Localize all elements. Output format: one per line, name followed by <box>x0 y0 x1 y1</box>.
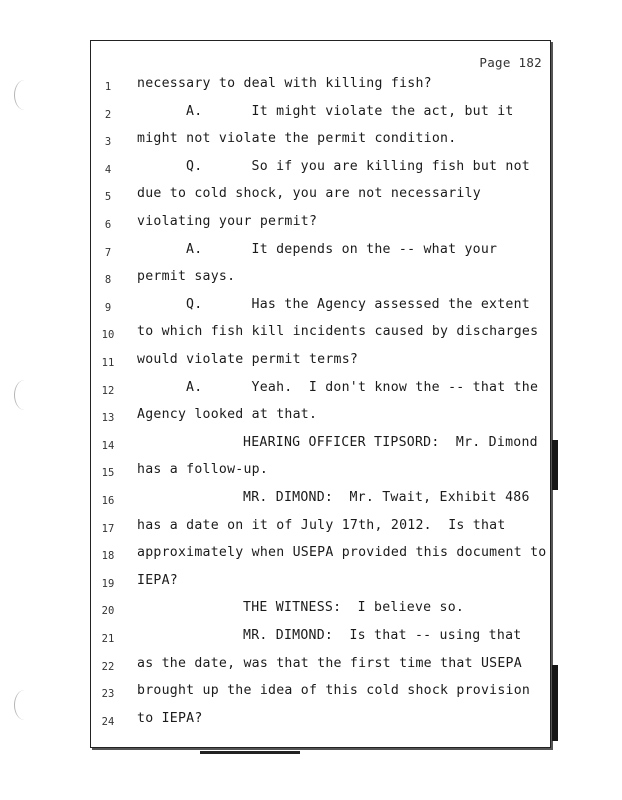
line-number: 5 <box>104 191 112 204</box>
transcript-page <box>90 40 551 748</box>
line-text: as the date, was that the first time that USEPA <box>137 655 522 671</box>
line-text: has a date on it of July 17th, 2012. Is that <box>137 517 506 533</box>
transcript-line <box>91 131 550 159</box>
line-text: MR. DIMOND: Mr. Twait, Exhibit 486 <box>243 490 530 505</box>
line-number: 8 <box>104 274 112 287</box>
line-number: 12 <box>101 384 115 397</box>
line-text: Q. So if you are killing fish but not <box>186 158 530 174</box>
transcript-line <box>91 380 550 408</box>
line-number: 15 <box>101 467 115 480</box>
line-number: 21 <box>101 633 115 645</box>
line-text: permit says. <box>137 269 236 285</box>
transcript-line <box>91 407 550 435</box>
margin-change-bar-lower <box>552 665 558 741</box>
transcript-line <box>91 159 550 187</box>
line-text: to which fish kill incidents caused by discharges <box>137 324 539 340</box>
line-number: 19 <box>101 577 115 590</box>
transcript-line <box>91 435 550 463</box>
line-number: 16 <box>101 495 115 507</box>
line-text: necessary to deal with killing fish? <box>137 76 432 91</box>
line-number: 11 <box>101 357 115 369</box>
binder-hole-mark-top <box>14 80 35 110</box>
line-number: 4 <box>104 163 112 176</box>
line-text: brought up the idea of this cold shock provision <box>137 683 531 699</box>
line-number: 2 <box>104 108 112 121</box>
line-number: 9 <box>104 301 112 314</box>
margin-change-bar-upper <box>552 440 558 490</box>
transcript-line <box>91 297 550 325</box>
transcript-line <box>91 214 550 242</box>
line-text: due to cold shock, you are not necessarily <box>137 186 481 202</box>
line-number: 14 <box>101 439 115 452</box>
line-number: 3 <box>104 136 112 149</box>
line-text: Q. Has the Agency assessed the extent <box>186 296 530 312</box>
line-text: has a follow-up. <box>137 462 269 478</box>
line-number: 10 <box>101 329 115 342</box>
line-text: would violate permit terms? <box>137 352 359 367</box>
line-number: 6 <box>104 219 112 231</box>
binder-hole-mark-middle <box>14 380 35 410</box>
line-number: 1 <box>104 81 112 93</box>
line-text: violating your permit? <box>137 214 318 229</box>
line-text: to IEPA? <box>137 710 203 726</box>
line-number: 17 <box>101 522 115 535</box>
transcript-line <box>91 711 550 739</box>
line-text: approximately when USEPA provided this document to <box>137 545 547 561</box>
line-text: A. Yeah. I don't know the -- that the <box>186 379 539 395</box>
transcript-line <box>91 656 550 684</box>
line-number: 20 <box>101 605 115 618</box>
transcript-line <box>91 683 550 711</box>
line-text: A. It depends on the -- what your <box>186 241 498 257</box>
transcript-line <box>91 628 550 656</box>
line-text: might not violate the permit condition. <box>137 131 457 147</box>
transcript-line <box>91 490 550 518</box>
page-bottom-rule <box>200 751 300 754</box>
line-number: 24 <box>101 715 115 728</box>
line-text: THE WITNESS: I believe so. <box>243 600 465 616</box>
line-number: 18 <box>101 550 115 563</box>
transcript-line <box>91 186 550 214</box>
page-number: Page 182 <box>479 55 542 70</box>
line-text: IEPA? <box>137 572 178 588</box>
line-text: Agency looked at that. <box>137 407 318 423</box>
line-number: 13 <box>101 412 115 425</box>
transcript-line <box>91 324 550 352</box>
line-text: MR. DIMOND: Is that -- using that <box>243 628 522 643</box>
line-text: A. It might violate the act, but it <box>186 103 514 119</box>
line-number: 7 <box>104 246 112 259</box>
binder-hole-mark-bottom <box>14 690 35 720</box>
transcript-line <box>91 600 550 628</box>
transcript-line <box>91 242 550 270</box>
transcript-line <box>91 352 550 380</box>
transcript-line <box>91 545 550 573</box>
transcript-line <box>91 462 550 490</box>
transcript-line <box>91 269 550 297</box>
transcript-line <box>91 104 550 132</box>
transcript-line <box>91 573 550 601</box>
line-number: 23 <box>101 688 115 701</box>
transcript-line <box>91 76 550 104</box>
line-number: 22 <box>101 660 115 673</box>
transcript-line <box>91 518 550 546</box>
line-text: HEARING OFFICER TIPSORD: Mr. Dimond <box>243 434 538 450</box>
